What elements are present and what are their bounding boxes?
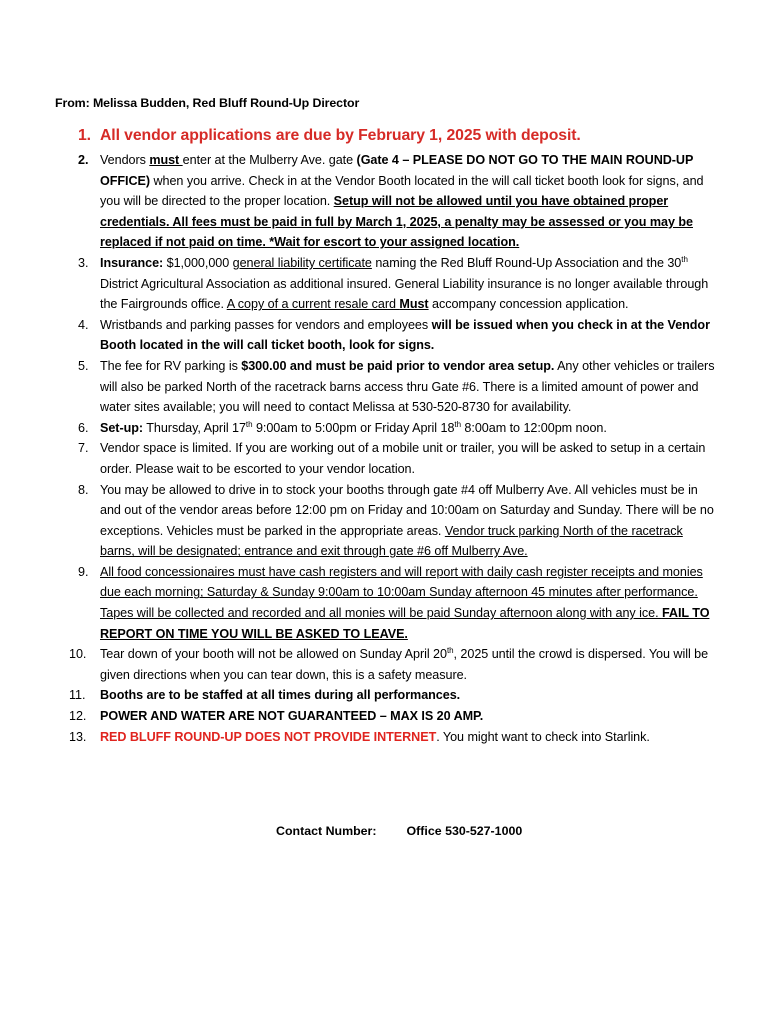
list-item-2 <box>78 150 718 253</box>
item-text: Vendors <box>100 153 150 167</box>
item-text-bold: POWER AND WATER ARE NOT GUARANTEED – MAX IS 20 AMP. <box>100 709 484 724</box>
item-number: 7. <box>78 441 89 456</box>
item-text-emphasis: Setup will not be allowed until you have obtained proper credentials. All fees must be paid in full by March 1, 2025, a penalty may be assessed or you may be replaced if not paid on time. *Wait for escort to your assigned location. <box>100 194 693 250</box>
item-number: 4. <box>78 317 89 332</box>
item-text-underline: All food concessionaires must have cash registers and will report with daily cash register receipts and monies due each morning; Saturday & Sunday 9:00am to 10:00am Sunday afternoon 45 minutes after performance. Tapes will be collected and recorded and all monies will be paid Sunday afternoon along with any ice. <box>100 564 703 621</box>
item-text: Vendor space is limited. If you are working out of a mobile unit or trailer, you will be asked to setup in a certain order. Please wait to be escorted to your vendor location. <box>100 441 706 476</box>
item-text: The fee for RV parking is <box>100 358 242 373</box>
item-text: $1,000,000 <box>163 255 233 270</box>
item-number: 3. <box>78 255 89 270</box>
item-number: 5. <box>78 358 89 373</box>
from-line: From: Melissa Budden, Red Bluff Round-Up Director <box>55 96 360 110</box>
list-item-7 <box>78 438 718 479</box>
item-text-red: RED BLUFF ROUND-UP DOES NOT PROVIDE INTERNET <box>100 729 437 744</box>
item-text: You might want to check into Starlink. <box>439 729 650 744</box>
item-text-bold: (Gate 4 – PLEASE DO NOT GO TO THE MAIN ROUND-UP OFFICE) <box>100 153 694 188</box>
list-item-5 <box>78 356 718 418</box>
superscript: th <box>681 254 688 264</box>
item-text: Thursday, April 17 <box>143 420 246 435</box>
item-text-underline: general liability certificate <box>232 255 372 270</box>
list-item-11 <box>69 685 718 706</box>
item-number: 8. <box>78 482 89 497</box>
item-text: 8:00am to 12:00pm noon. <box>460 420 607 435</box>
item-text-bold: Insurance: <box>100 255 164 270</box>
item-text-bold: $300.00 and must be paid prior to vendor area setup. <box>241 358 555 373</box>
superscript: th <box>454 419 461 429</box>
contact-label: Contact Number: <box>276 824 377 838</box>
list-item-1 <box>78 127 581 145</box>
item-number: 12. <box>69 709 87 724</box>
item-text: when you arrive. Check in at the Vendor Booth located in the will call ticket booth look for signs, and you will be directed to the proper location. <box>100 173 704 209</box>
item-text-bold: Set-up: <box>100 420 144 435</box>
item-text-emphasis: FAIL TO REPORT ON TIME YOU WILL BE ASKED TO LEAVE. <box>100 606 710 641</box>
item-text: . <box>436 729 440 744</box>
item-number: 2. <box>78 153 89 167</box>
item-number: 13. <box>69 729 87 744</box>
item-number: 6. <box>78 420 89 435</box>
item-text: Any other vehicles or trailers will also be parked North of the racetrack barns access thru Gate #6. There is a limited amount of power and water sites available; you will need to contact Melissa at 530-520-8730 for availability. <box>100 358 715 415</box>
item-text-bold: will be issued when you check in at the Vendor Booth located in the will call ticket booth, look for signs. <box>100 317 710 353</box>
item-number: 10. <box>69 647 87 662</box>
item-text: 9:00am to 5:00pm or Friday April 18 <box>252 420 455 435</box>
item-number: 11. <box>69 688 86 703</box>
contact-phone: Office 530-527-1000 <box>406 824 523 838</box>
list-item-13 <box>69 727 718 748</box>
list-item-3 <box>78 253 718 315</box>
list-item-9 <box>78 562 718 644</box>
item-text: naming the Red Bluff Round-Up Association and the 30 <box>371 255 682 270</box>
item-number: 1. <box>78 127 91 144</box>
superscript: th <box>446 646 454 656</box>
superscript: th <box>245 419 253 429</box>
item-text: accompany concession application. <box>428 297 629 312</box>
item-text-underline: A copy of a current resale card <box>226 297 400 312</box>
vendor-rules-list <box>69 150 718 747</box>
list-item-12 <box>69 706 718 727</box>
list-item-4 <box>78 315 718 356</box>
list-item-10 <box>69 644 718 685</box>
item-text: You may be allowed to drive in to stock your booths through gate #4 off Mulberry Ave. All vehicles must be in and out of the vendor areas before 12:00 pm on Friday and 10:00am on Saturday and Sunday. There will be no exceptions. Vehicles must be parked in the appropriate areas. <box>100 482 714 538</box>
item-number: 9. <box>78 564 89 579</box>
item-text-emphasis: Must <box>399 297 429 312</box>
contact-line <box>276 824 522 838</box>
item-text-emphasis: must <box>149 153 183 167</box>
item-text: enter at the Mulberry Ave. gate <box>182 153 357 167</box>
item-text-underline: Vendor truck parking North of the racetrack barns, will be designated; entrance and exit through gate #6 off Mulberry Ave. <box>100 523 683 559</box>
list-item-8 <box>78 480 718 562</box>
item-text: All vendor applications are due by February 1, 2025 with deposit. <box>100 127 581 144</box>
item-text: Wristbands and parking passes for vendors and employees <box>100 317 432 332</box>
item-text: Tear down of your booth will not be allowed on Sunday April 20 <box>100 647 447 662</box>
item-text: , 2025 until the crowd is dispersed. You will be given directions when you can tear down, this is a safety measure. <box>100 647 709 682</box>
list-item-6 <box>78 418 718 439</box>
item-text-bold: Booths are to be staffed at all times during all performances. <box>100 688 461 703</box>
item-text: District Agricultural Association as additional insured. General Liability insurance is no longer available through the Fairgrounds office. <box>100 276 709 312</box>
